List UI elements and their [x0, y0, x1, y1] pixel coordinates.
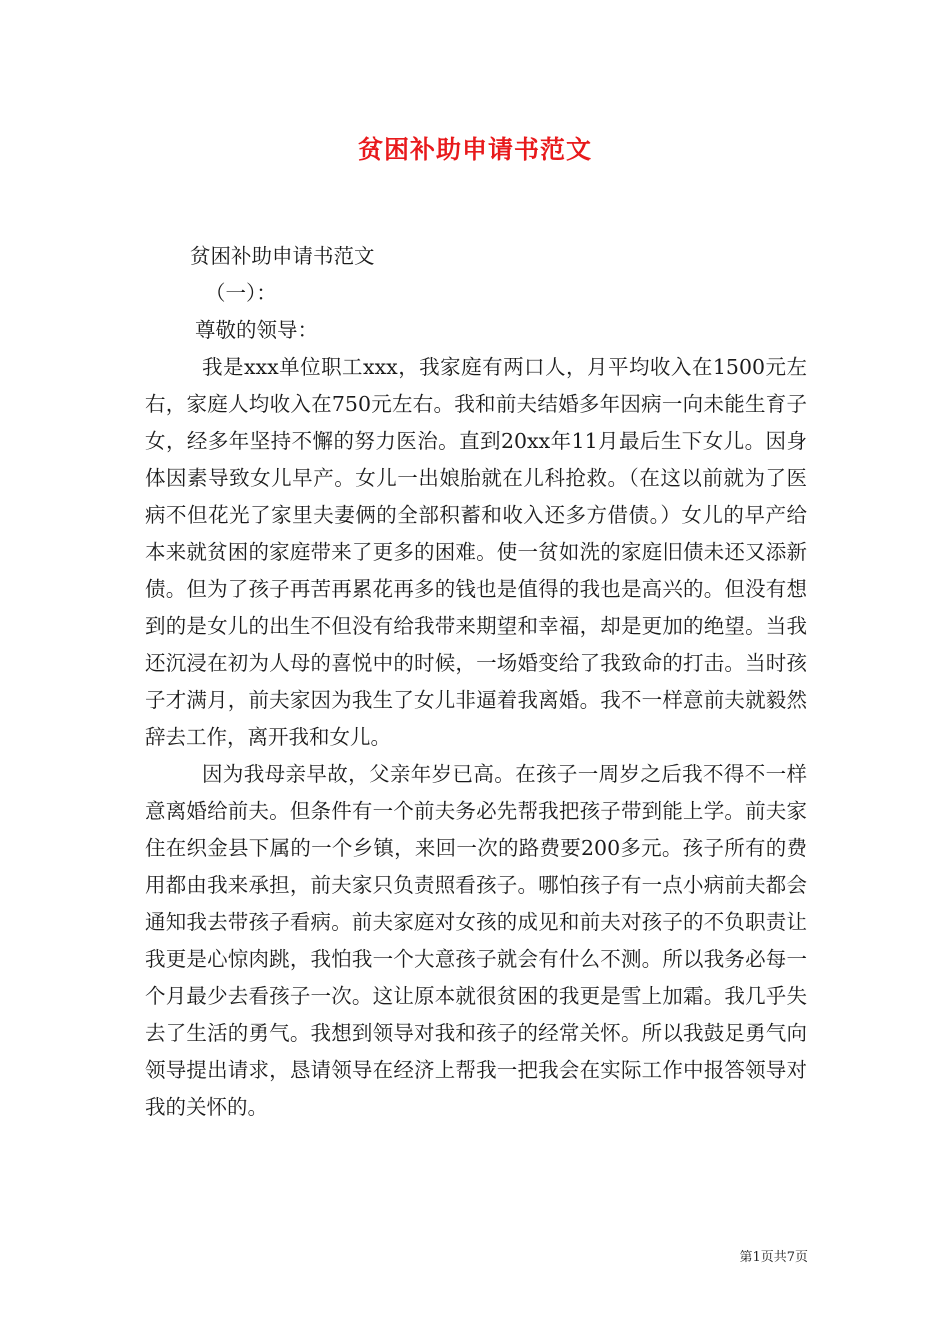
page-number-indicator: 第1页共7页: [739, 1250, 808, 1265]
salutation: 尊敬的领导：: [195, 318, 318, 342]
page-title: 贫困补助申请书范文: [357, 135, 592, 164]
document-body: [145, 238, 807, 1126]
section-label: （一）：: [205, 281, 277, 305]
body-paragraph-1: 我是xxx单位职工xxx，我家庭有两口人，月平均收入在1500元左右，家庭人均收入在750元左右。我和前夫结婚多年因病一向未能生育子女，经多年坚持不懈的努力医治。直到20xx年11月最后生下女儿。因身体因素导致女儿早产。女儿一出娘胎就在儿科抢救。（在这以前就为了医病不但花光了家里夫妻俩的全部积蓄和收入还多方借债。）女儿的早产给本来就贫困的家庭带来了更多的困难。使一贫如洗的家庭旧债未还又添新债。但为了孩子再苦再累花再多的钱也是值得的我也是高兴的。但没有想到的是女儿的出生不但没有给我带来期望和幸福，却是更加的绝望。当我还沉浸在初为人母的喜悦中的时候，一场婚变给了我致命的打击。当时孩子才满月，前夫家因为我生了女儿非逼着我离婚。我不一样意前夫就毅然辞去工作，离开我和女儿。: [145, 355, 807, 749]
body-paragraph-2: 因为我母亲早故，父亲年岁已高。在孩子一周岁之后我不得不一样意离婚给前夫。但条件有一个前夫务必先帮我把孩子带到能上学。前夫家住在织金县下属的一个乡镇，来回一次的路费要200多元。孩子所有的费用都由我来承担，前夫家只负责照看孩子。哪怕孩子有一点小病前夫都会通知我去带孩子看病。前夫家庭对女孩的成见和前夫对孩子的不负职责让我更是心惊肉跳，我怕我一个大意孩子就会有什么不测。所以我务必每一个月最少去看孩子一次。这让原本就很贫困的我更是雪上加霜。我几乎失去了生活的勇气。我想到领导对我和孩子的经常关怀。所以我鼓足勇气向领导提出请求，恳请领导在经济上帮我一把我会在实际工作中报答领导对我的关怀的。: [145, 762, 807, 1119]
document-subtitle: 贫困补助申请书范文: [190, 244, 375, 268]
